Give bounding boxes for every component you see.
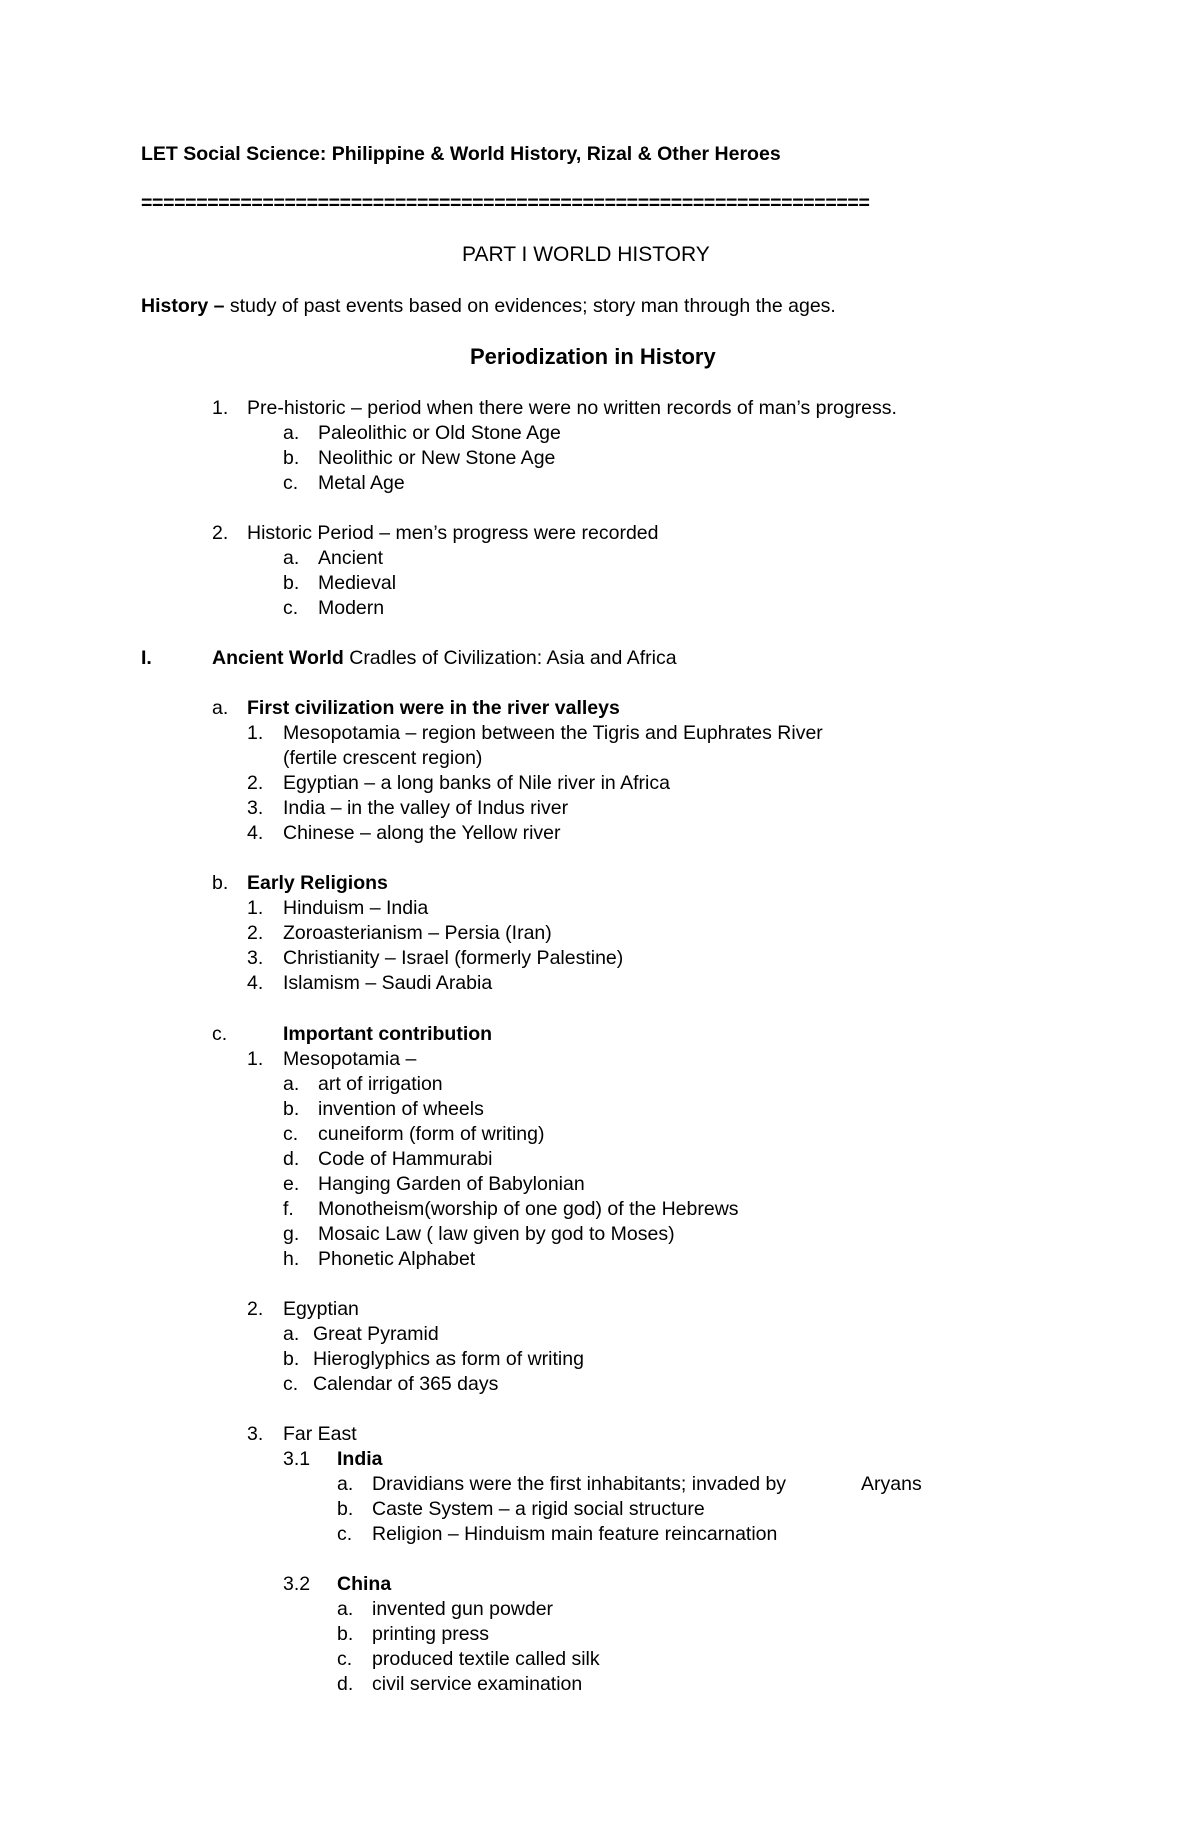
list-item: Paleolithic or Old Stone Age: [318, 422, 561, 444]
list-marker: b.: [283, 1098, 300, 1120]
list-marker: 1.: [212, 397, 229, 419]
list-marker: 1.: [247, 897, 264, 919]
ancient-world-heading: [212, 646, 677, 670]
river-valleys-heading: First civilization were in the river valleys: [247, 697, 620, 719]
definition-text: study of past events based on evidences; story man through the ages.: [224, 295, 836, 317]
list-marker: 3.2: [283, 1573, 311, 1595]
list-item: Mosaic Law ( law given by god to Moses): [318, 1223, 675, 1245]
list-marker: b.: [283, 572, 300, 594]
list-marker: c.: [337, 1523, 353, 1545]
list-item: Ancient: [318, 547, 384, 569]
early-religions-heading: Early Religions: [247, 872, 388, 894]
list-item-egyptian: Egyptian: [283, 1298, 359, 1320]
list-marker: 1.: [247, 722, 264, 744]
definition-term: History –: [141, 295, 225, 317]
list-marker: a.: [337, 1473, 354, 1495]
list-marker: 4.: [247, 972, 264, 994]
document-title: LET Social Science: Philippine & World History, Rizal & Other Heroes: [141, 143, 781, 165]
list-item: Great Pyramid: [313, 1323, 439, 1345]
list-item: Medieval: [318, 572, 397, 594]
list-marker: e.: [283, 1173, 300, 1195]
list-item: Egyptian – a long banks of Nile river in Africa: [283, 772, 670, 794]
list-item: Zoroasterianism – Persia (Iran): [283, 922, 552, 944]
list-item: Hinduism – India: [283, 897, 429, 919]
list-marker: 2.: [247, 922, 264, 944]
india-heading: India: [337, 1448, 383, 1470]
part-title: PART I WORLD HISTORY: [462, 243, 710, 266]
list-marker: f.: [283, 1198, 294, 1220]
list-item-continuation: (fertile crescent region): [283, 747, 483, 769]
list-item-prehistoric: Pre-historic – period when there were no written records of man’s progress.: [247, 397, 897, 419]
list-marker: c.: [283, 597, 299, 619]
list-item: Christianity – Israel (formerly Palestine): [283, 947, 624, 969]
list-item: civil service examination: [372, 1673, 583, 1695]
history-definition: [141, 294, 836, 318]
list-marker: a.: [283, 547, 300, 569]
list-marker: c.: [337, 1648, 353, 1670]
list-item: invented gun powder: [372, 1598, 554, 1620]
list-marker: c.: [212, 1023, 228, 1045]
list-marker: 2.: [247, 772, 264, 794]
list-marker: a.: [337, 1598, 354, 1620]
list-item: Metal Age: [318, 472, 405, 494]
list-item-mesopotamia: Mesopotamia –: [283, 1048, 417, 1070]
list-item: Modern: [318, 597, 385, 619]
list-item: Caste System – a rigid social structure: [372, 1498, 705, 1520]
list-item: Monotheism(worship of one god) of the Hebrews: [318, 1198, 739, 1220]
list-item: art of irrigation: [318, 1073, 443, 1095]
list-marker: 3.: [247, 947, 264, 969]
list-item: Mesopotamia – region between the Tigris and Euphrates River: [283, 722, 823, 744]
periodization-heading: Periodization in History: [470, 344, 716, 369]
ancient-world-title: Ancient World: [212, 647, 344, 669]
list-item: produced textile called silk: [372, 1648, 600, 1670]
list-item: India – in the valley of Indus river: [283, 797, 569, 819]
list-item-historic: Historic Period – men’s progress were recorded: [247, 522, 659, 544]
list-marker: 4.: [247, 822, 264, 844]
list-marker: d.: [283, 1148, 300, 1170]
list-marker: b.: [337, 1498, 354, 1520]
list-marker: 3.: [247, 1423, 264, 1445]
list-marker: a.: [283, 1073, 300, 1095]
list-marker: 3.1: [283, 1448, 311, 1470]
list-marker: c.: [283, 1123, 299, 1145]
list-marker: b.: [212, 872, 229, 894]
list-marker: 2.: [247, 1298, 264, 1320]
list-item: Dravidians were the first inhabitants; invaded by: [372, 1473, 787, 1495]
separator-rule: ==================================================================: [141, 192, 870, 214]
list-marker: 3.: [247, 797, 264, 819]
list-marker: 1.: [247, 1048, 264, 1070]
list-marker: 2.: [212, 522, 229, 544]
list-item: Chinese – along the Yellow river: [283, 822, 561, 844]
list-marker: h.: [283, 1248, 300, 1270]
list-item: Neolithic or New Stone Age: [318, 447, 556, 469]
important-contribution-heading: Important contribution: [283, 1023, 493, 1045]
list-item: Religion – Hinduism main feature reincarnation: [372, 1523, 778, 1545]
list-marker: b.: [283, 447, 300, 469]
list-marker: b.: [337, 1623, 354, 1645]
list-item: Code of Hammurabi: [318, 1148, 493, 1170]
list-item-extra: Aryans: [861, 1473, 922, 1495]
list-marker: c.: [283, 1373, 299, 1395]
section-number: I.: [141, 647, 152, 669]
list-marker: c.: [283, 472, 299, 494]
list-item: Hanging Garden of Babylonian: [318, 1173, 585, 1195]
list-marker: d.: [337, 1673, 354, 1695]
list-marker: g.: [283, 1223, 300, 1245]
list-marker: a.: [283, 422, 300, 444]
list-marker: b.: [283, 1348, 300, 1370]
china-heading: China: [337, 1573, 392, 1595]
list-item: Hieroglyphics as form of writing: [313, 1348, 584, 1370]
list-item: cuneiform (form of writing): [318, 1123, 545, 1145]
list-item: Calendar of 365 days: [313, 1373, 499, 1395]
list-marker: a.: [212, 697, 229, 719]
list-item: Phonetic Alphabet: [318, 1248, 476, 1270]
list-item-far-east: Far East: [283, 1423, 357, 1445]
list-item: Islamism – Saudi Arabia: [283, 972, 493, 994]
list-marker: a.: [283, 1323, 300, 1345]
ancient-world-subtitle: Cradles of Civilization: Asia and Africa: [343, 647, 677, 669]
list-item: printing press: [372, 1623, 490, 1645]
list-item: invention of wheels: [318, 1098, 484, 1120]
